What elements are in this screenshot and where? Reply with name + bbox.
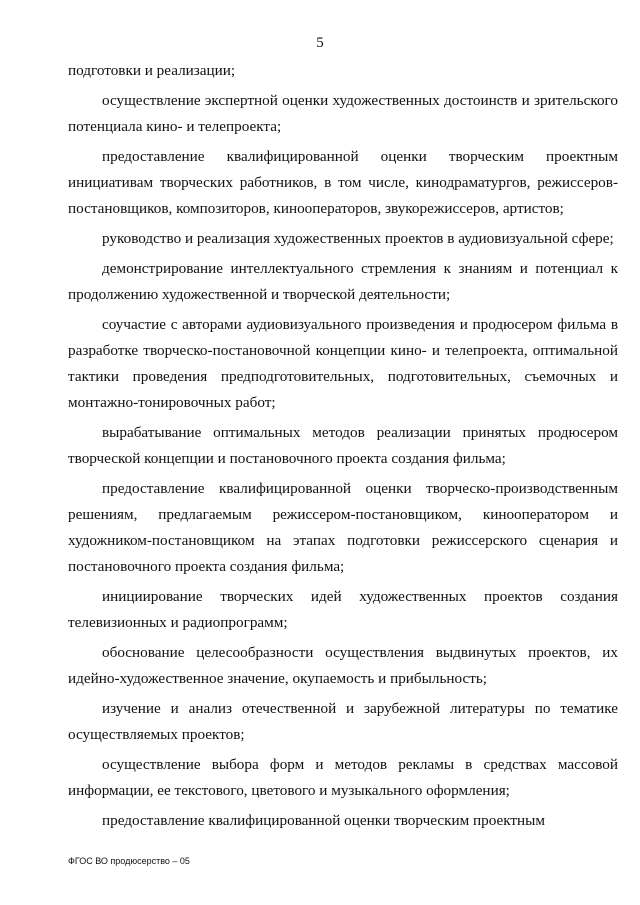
document-body (68, 58, 618, 838)
paragraph: демонстрирование интеллектуального стремления к знаниям и потенциал к продолжению художественной и творческой деятельности; (68, 260, 618, 303)
paragraph: инициирование творческих идей художественных проектов создания телевизионных и радиопрограмм; (68, 588, 618, 631)
paragraph: изучение и анализ отечественной и зарубежной литературы по тематике осуществляемых проектов; (68, 700, 618, 743)
paragraph: вырабатывание оптимальных методов реализации принятых продюсером творческой концепции и постановочного проекта создания фильма; (68, 424, 618, 467)
paragraph: предоставление квалифицированной оценки творческим проектным инициативам творческих работников, в том числе, кинодраматургов, режиссеров-постановщиков, композиторов, кинооператоров, звукорежиссеров, артистов; (68, 148, 618, 217)
paragraph: обоснование целесообразности осуществления выдвинутых проектов, их идейно-художественное значение, окупаемость и прибыльность; (68, 644, 618, 687)
paragraph: предоставление квалифицированной оценки творческим проектным (102, 812, 545, 829)
page-number: 5 (316, 35, 324, 51)
paragraph: предоставление квалифицированной оценки творческо-производственным решениям, предлагаемым режиссером-постановщиком, кинооператором и художником-постановщиком на этапах подготовки режиссерского сценария и постановочного проекта создания фильма; (68, 480, 618, 575)
paragraph: руководство и реализация художественных проектов в аудиовизуальной сфере; (102, 230, 614, 247)
paragraph: соучастие с авторами аудиовизуального произведения и продюсером фильма в разработке творческо-постановочной концепции кино- и телепроекта, оптимальной тактики проведения предподготовительных, подготовительных, съемочных и монтажно-тонировочных работ; (68, 316, 618, 411)
page-footer: ФГОС ВО продюсерство – 05 (68, 856, 190, 866)
paragraph-continuation: подготовки и реализации; (68, 62, 236, 79)
paragraph: осуществление экспертной оценки художественных достоинств и зрительского потенциала кино- и телепроекта; (68, 92, 618, 135)
paragraph: осуществление выбора форм и методов рекламы в средствах массовой информации, ее текстового, цветового и музыкального оформления; (68, 756, 618, 799)
